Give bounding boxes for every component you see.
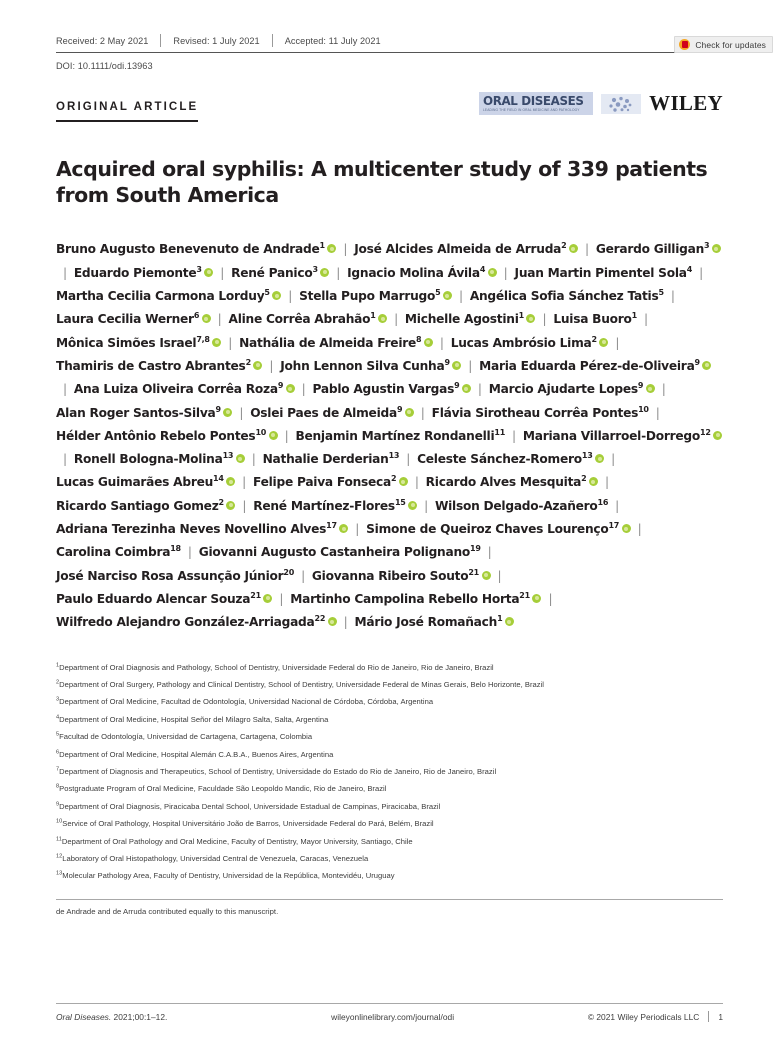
author-affiliation-marker: 11	[494, 427, 506, 437]
author-affiliation-marker: 18	[170, 544, 181, 554]
orcid-icon[interactable]	[569, 244, 578, 253]
author-affiliation-marker: 5	[658, 288, 664, 297]
page-footer	[56, 1003, 723, 1022]
author-name: Laura Cecilia Werner$^6$	[56, 312, 211, 326]
check-for-updates-badge[interactable]	[674, 36, 773, 53]
author-affiliation-marker: 17	[608, 520, 620, 530]
author-affiliation-marker: 13	[581, 451, 593, 461]
author-affiliation-marker: 17	[326, 520, 337, 530]
affiliation-marker: 9	[56, 801, 60, 808]
author-name: Maria Eduarda Pérez-de-Oliveira$^9$	[479, 359, 711, 373]
author-affiliation-marker: 10	[255, 427, 267, 437]
affiliation-item: $^5$Facultad de Odontología, Universidad de Cartagena, Cartagena, Colombia	[56, 731, 313, 742]
author-name: José Alcides Almeida de Arruda$^2$	[354, 242, 578, 256]
orcid-icon[interactable]	[263, 594, 272, 603]
author-affiliation-marker: 2	[390, 474, 397, 484]
author-affiliation-marker: 8	[416, 334, 422, 344]
author-affiliation-marker: 2	[218, 497, 224, 507]
author-affiliation-marker: 2	[245, 357, 251, 367]
author-name: Luisa Buoro$^1$	[553, 311, 637, 327]
author-affiliation-marker: 5	[435, 288, 441, 297]
author-affiliation-marker: 9	[444, 357, 450, 367]
article-type-row	[56, 91, 723, 122]
author-affiliation-marker: 6	[193, 311, 200, 321]
author-separator: |	[217, 312, 222, 327]
doi-line[interactable]: DOI: 10.1111/odi.13963	[56, 61, 153, 71]
affiliation-item: $^2$Department of Oral Surgery, Pathology and Clinical Dentistry, School of Dentistry, Universidade Federal de Minas Gerais, Belo Horizonte, Brazil	[56, 679, 544, 689]
page-title: Acquired oral syphilis: A multicenter study of 339 patients from South America	[56, 157, 708, 208]
orcid-icon[interactable]	[328, 617, 337, 626]
author-name: Simone de Queiroz Chaves Lourenço$^{17}$	[366, 522, 630, 536]
author-name: Martha Cecilia Carmona Lorduy$^5$	[56, 289, 281, 303]
author-affiliation-marker: 2	[591, 334, 597, 344]
orcid-icon[interactable]	[378, 314, 387, 323]
author-name: Alan Roger Santos-Silva$^9$	[56, 406, 232, 420]
author-affiliation-marker: 9	[637, 381, 644, 391]
orcid-icon[interactable]	[223, 408, 232, 417]
author-affiliation-marker: 13	[222, 451, 234, 461]
author-name: Celeste Sánchez-Romero$^{13}$	[417, 452, 604, 466]
author-affiliation-marker: 3	[196, 264, 202, 274]
article-history	[56, 34, 723, 53]
author-name: Hélder Antônio Rebelo Pontes$^{10}$	[56, 429, 278, 443]
author-name: Ana Luiza Oliveira Corrêa Roza$^9$	[74, 382, 295, 396]
author-separator: |	[542, 312, 547, 327]
affiliation-marker: 2	[56, 679, 60, 686]
author-name: Marcio Ajudarte Lopes$^9$	[489, 382, 655, 396]
author-affiliation-marker: 3	[704, 241, 710, 251]
author-separator: |	[604, 475, 609, 490]
orcid-icon[interactable]	[286, 384, 295, 393]
author-separator: |	[394, 312, 398, 327]
orcid-icon[interactable]	[236, 454, 245, 463]
author-separator: |	[63, 265, 67, 280]
author-list	[56, 238, 723, 634]
author-affiliation-marker: 2	[561, 241, 567, 251]
affiliation-marker: 13	[56, 870, 63, 877]
author-name: Martinho Campolina Rebello Horta$^{21}$	[290, 592, 541, 606]
author-affiliation-marker: 21	[519, 590, 530, 600]
footer-row	[56, 1011, 723, 1022]
author-affiliation-marker: 3	[312, 264, 318, 274]
author-name: Carolina Coimbra$^{18}$	[56, 544, 181, 560]
author-name: Bruno Augusto Benevenuto de Andrade$^1$	[56, 242, 336, 256]
author-name: Giovanni Augusto Castanheira Polignano$^{19}$	[198, 544, 481, 560]
author-separator: |	[655, 405, 660, 420]
author-name: Eduardo Piemonte$^3$	[74, 266, 213, 280]
author-separator: |	[458, 289, 463, 304]
orcid-icon[interactable]	[202, 314, 211, 323]
author-separator: |	[242, 498, 247, 513]
author-affiliation-marker: 16	[597, 497, 609, 507]
orcid-icon[interactable]	[408, 501, 417, 510]
orcid-icon[interactable]	[424, 338, 433, 347]
affiliation-item: $^{12}$Laboratory of Oral Histopathology, Universidad Central de Venezuela, Caracas, Venezuela	[56, 853, 369, 863]
orcid-icon[interactable]	[589, 477, 598, 486]
author-name: Oslei Paes de Almeida$^9$	[250, 406, 414, 420]
author-name: John Lennon Silva Cunha$^9$	[280, 359, 461, 373]
author-name: Stella Pupo Marrugo$^5$	[299, 289, 452, 303]
author-separator: |	[220, 265, 225, 280]
crossmark-icon	[679, 39, 690, 50]
author-name: Benjamin Martínez Rondanelli$^{11}$	[295, 427, 506, 443]
author-separator: |	[301, 382, 306, 397]
orcid-icon[interactable]	[622, 524, 631, 533]
orcid-icon[interactable]	[272, 291, 281, 300]
author-affiliation-marker: 5	[264, 288, 270, 297]
affiliation-marker: 8	[56, 783, 60, 790]
orcid-icon[interactable]	[327, 244, 336, 253]
author-name: José Narciso Rosa Assunção Júnior$^{20}$	[56, 567, 295, 583]
affiliation-item: $^1$Department of Oral Diagnosis and Pathology, School of Dentistry, Universidade Federal do Rio de Janeiro, Rio de Janeiro, Brazil	[56, 661, 494, 672]
author-name: Mônica Simões Israel$^{7,8}$	[56, 336, 221, 350]
author-separator: |	[512, 428, 516, 443]
author-affiliation-marker: 9	[215, 404, 221, 414]
orcid-icon[interactable]	[204, 268, 213, 277]
author-separator: |	[343, 242, 348, 257]
author-separator: |	[584, 242, 589, 257]
author-separator: |	[548, 591, 553, 606]
author-name: Pablo Agustin Vargas$^9$	[313, 382, 471, 396]
author-name: Ronell Bologna-Molina$^{13}$	[74, 452, 245, 466]
author-name: Paulo Eduardo Alencar Souza$^{21}$	[56, 592, 272, 606]
author-affiliation-marker: 9	[454, 381, 460, 391]
author-separator: |	[355, 522, 360, 537]
author-separator: |	[187, 545, 192, 560]
journal-url[interactable]: wileyonlinelibrary.com/journal/odi	[331, 1011, 455, 1022]
author-name: Ignacio Molina Ávila$^4$	[347, 266, 497, 280]
author-separator: |	[497, 568, 502, 583]
affiliation-item: $^8$Postgraduate Program of Oral Medicine, Faculdade São Leopoldo Mandic, Rio de Janeiro, Brazil	[56, 783, 387, 794]
journal-logo-tagline: LEADING THE FIELD IN ORAL MEDICINE AND PATHOLOGY	[483, 108, 580, 113]
author-separator: |	[284, 428, 289, 443]
affiliation-marker: 12	[56, 853, 63, 860]
oral-diseases-logo	[479, 92, 593, 114]
author-separator: |	[414, 475, 419, 490]
author-separator: |	[637, 522, 642, 537]
affiliation-marker: 5	[56, 731, 60, 738]
orcid-icon[interactable]	[595, 454, 604, 463]
author-separator: |	[63, 382, 67, 397]
author-affiliation-marker: 2	[581, 474, 587, 484]
history-divider	[160, 34, 161, 47]
author-affiliation-marker: 1	[370, 311, 376, 321]
author-separator: |	[279, 591, 284, 606]
author-affiliation-marker: 9	[396, 404, 403, 414]
author-separator: |	[487, 545, 492, 560]
author-name: Mariana Villarroel-Dorrego$^{12}$	[523, 429, 722, 443]
author-separator: |	[699, 265, 703, 280]
author-name: Mário José Romañach$^1$	[355, 615, 514, 629]
author-affiliation-marker: 9	[694, 357, 700, 367]
author-separator: |	[611, 452, 615, 467]
affiliation-list	[56, 659, 716, 885]
author-name: Lucas Ambrósio Lima$^2$	[451, 336, 609, 350]
affiliation-marker: 10	[56, 818, 63, 825]
author-affiliation-marker: 20	[283, 567, 295, 577]
affiliation-marker: 4	[56, 714, 60, 721]
article-type-label: ORIGINAL ARTICLE	[56, 101, 198, 122]
citation-journal: Oral Diseases.	[56, 1011, 112, 1022]
author-name: Felipe Paiva Fonseca$^2$	[253, 475, 408, 489]
wiley-emblem-icon	[601, 94, 641, 114]
author-name: Ricardo Alves Mesquita$^2$	[426, 475, 598, 489]
author-separator: |	[615, 335, 620, 350]
affiliation-item: $^{10}$Service of Oral Pathology, Hospital Universitário João de Barros, Universidade Federal do Pará, Belém, Brazil	[56, 818, 434, 829]
orcid-icon[interactable]	[532, 594, 541, 603]
author-separator: |	[503, 265, 508, 280]
orcid-icon[interactable]	[226, 477, 235, 486]
orcid-icon[interactable]	[505, 617, 514, 626]
author-affiliation-marker: 1	[631, 311, 637, 321]
author-affiliation-marker: 19	[470, 544, 481, 554]
orcid-icon[interactable]	[212, 338, 221, 347]
author-affiliation-marker: 9	[277, 381, 284, 391]
author-affiliation-marker: 21	[250, 590, 261, 600]
orcid-icon[interactable]	[599, 338, 608, 347]
author-separator: |	[288, 289, 293, 304]
affiliation-marker: 3	[56, 696, 60, 703]
author-separator: |	[63, 452, 67, 467]
orcid-icon[interactable]	[488, 268, 497, 277]
affiliation-marker: 6	[56, 749, 60, 756]
orcid-icon[interactable]	[405, 408, 414, 417]
author-affiliation-marker: 14	[213, 474, 224, 484]
affiliation-marker: 1	[56, 661, 60, 668]
orcid-icon[interactable]	[443, 291, 452, 300]
author-affiliation-marker: 15	[394, 497, 406, 507]
orcid-icon[interactable]	[269, 431, 278, 440]
author-separator: |	[644, 312, 648, 327]
footer-right	[588, 1011, 723, 1022]
author-separator: |	[406, 452, 411, 467]
author-separator: |	[336, 265, 341, 280]
accepted-date: Accepted: 11 July 2021	[284, 35, 381, 46]
author-name: Nathalie Derderian$^{13}$	[262, 451, 400, 467]
author-name: Gerardo Gilligan$^3$	[596, 242, 721, 256]
author-name: Flávia Sirotheau Corrêa Pontes$^{10}$	[431, 404, 649, 420]
author-name: Michelle Agostini$^1$	[405, 312, 536, 326]
affiliation-item: $^{11}$Department of Oral Pathology and Oral Medicine, Faculty of Dentistry, Mayor University, Santiago, Chile	[56, 836, 413, 846]
affiliation-item: $^7$Department of Diagnosis and Therapeutics, School of Dentistry, Universidade do Estado do Rio de Janeiro, Rio de Janeiro, Brazil	[56, 766, 497, 776]
author-separator: |	[239, 405, 244, 420]
orcid-icon[interactable]	[452, 361, 461, 370]
author-separator: |	[424, 498, 428, 513]
copyright-notice: © 2021 Wiley Periodicals LLC	[587, 1011, 700, 1022]
affiliation-marker: 7	[56, 766, 60, 773]
author-name: René Martínez-Flores$^{15}$	[253, 499, 417, 513]
logo-group	[479, 91, 723, 116]
wiley-wordmark-text: WILEY	[649, 91, 723, 115]
orcid-icon[interactable]	[253, 361, 262, 370]
author-name: Adriana Terezinha Neves Novellino Alves$^{17}$	[56, 522, 348, 536]
affiliation-item: $^4$Department of Oral Medicine, Hospital Señor del Milagro Salta, Salta, Argentina	[56, 714, 329, 724]
author-affiliation-marker: 7,8	[196, 334, 210, 344]
orcid-icon[interactable]	[462, 384, 471, 393]
author-name: Angélica Sofia Sánchez Tatis$^5$	[469, 288, 664, 304]
footer-divider-vertical	[708, 1011, 709, 1022]
author-separator: |	[242, 475, 247, 490]
author-affiliation-marker: 1	[319, 241, 325, 251]
author-affiliation-marker: 12	[700, 427, 711, 437]
author-affiliation-marker: 13	[388, 451, 400, 461]
author-affiliation-marker: 22	[314, 614, 326, 624]
orcid-icon[interactable]	[526, 314, 535, 323]
citation-volume: 2021;00:1–12.	[111, 1011, 168, 1022]
article-first-page	[0, 34, 779, 1058]
affiliation-item: $^9$Department of Oral Diagnosis, Piracicaba Dental School, Universidade Estadual de Campinas, Piracicaba, Brazil	[56, 801, 441, 811]
author-separator: |	[269, 358, 274, 373]
author-name: René Panico$^3$	[231, 266, 329, 280]
author-separator: |	[661, 382, 666, 397]
author-separator: |	[477, 382, 482, 397]
author-affiliation-marker: 1	[518, 311, 524, 321]
author-name: Juan Martin Pimentel Sola$^4$	[514, 264, 693, 280]
orcid-icon[interactable]	[339, 524, 348, 533]
page-number: 1	[718, 1011, 723, 1022]
check-for-updates-label: Check for updates	[695, 39, 766, 50]
footer-divider	[56, 1003, 723, 1004]
author-name: Wilson Delgado-Azañero$^{16}$	[434, 497, 609, 513]
history-divider	[272, 34, 273, 47]
orcid-icon[interactable]	[226, 501, 235, 510]
wiley-wordmark	[649, 91, 723, 116]
author-separator: |	[343, 615, 348, 630]
orcid-icon[interactable]	[646, 384, 655, 393]
author-name: Nathália de Almeida Freire$^8$	[239, 336, 433, 350]
author-separator: |	[228, 335, 233, 350]
orcid-icon[interactable]	[702, 361, 711, 370]
orcid-icon[interactable]	[482, 571, 491, 580]
author-affiliation-marker: 1	[497, 614, 503, 624]
author-separator: |	[301, 568, 305, 583]
author-affiliation-marker: 4	[686, 264, 693, 274]
affiliation-item: $^3$Department of Oral Medicine, Facultad de Odontología, Universidad Nacional de Córdoba, Córdoba, Argentina	[56, 696, 434, 707]
citation-line	[56, 1012, 167, 1022]
orcid-icon[interactable]	[320, 268, 329, 277]
author-separator: |	[439, 335, 444, 350]
equal-contribution-note: de Andrade and de Arruda contributed equally to this manuscript.	[56, 906, 279, 916]
author-separator: |	[468, 358, 473, 373]
received-date: Received: 2 May 2021	[56, 35, 149, 46]
author-affiliation-marker: 21	[468, 567, 479, 577]
author-affiliation-marker: 4	[479, 264, 486, 274]
author-separator: |	[251, 452, 256, 467]
orcid-icon[interactable]	[713, 431, 722, 440]
affiliation-item: $^6$Department of Oral Medicine, Hospital Alemán C.A.B.A., Buenos Aires, Argentina	[56, 749, 334, 759]
author-separator: |	[670, 289, 675, 304]
author-affiliation-marker: 10	[638, 404, 649, 414]
journal-logo-name: ORAL DISEASES	[483, 93, 584, 109]
footnote-divider	[56, 899, 723, 900]
revised-date: Revised: 1 July 2021	[173, 35, 260, 46]
author-name: Giovanna Ribeiro Souto$^{21}$	[312, 569, 491, 583]
orcid-icon[interactable]	[712, 244, 721, 253]
author-name: Thamiris de Castro Abrantes$^2$	[56, 359, 262, 373]
author-separator: |	[420, 405, 425, 420]
author-name: Wilfredo Alejandro González-Arriagada$^{22}$	[56, 615, 337, 629]
orcid-icon[interactable]	[399, 477, 408, 486]
author-name: Lucas Guimarães Abreu$^{14}$	[56, 475, 235, 489]
author-name: Ricardo Santiago Gomez$^2$	[56, 499, 235, 513]
affiliation-item: $^{13}$Molecular Pathology Area, Faculty of Dentistry, Universidad de la República, Montevidéu, Uruguay	[56, 870, 395, 881]
author-name: Aline Corrêa Abrahão$^1$	[229, 312, 388, 326]
author-separator: |	[615, 498, 620, 513]
affiliation-marker: 11	[56, 836, 62, 843]
